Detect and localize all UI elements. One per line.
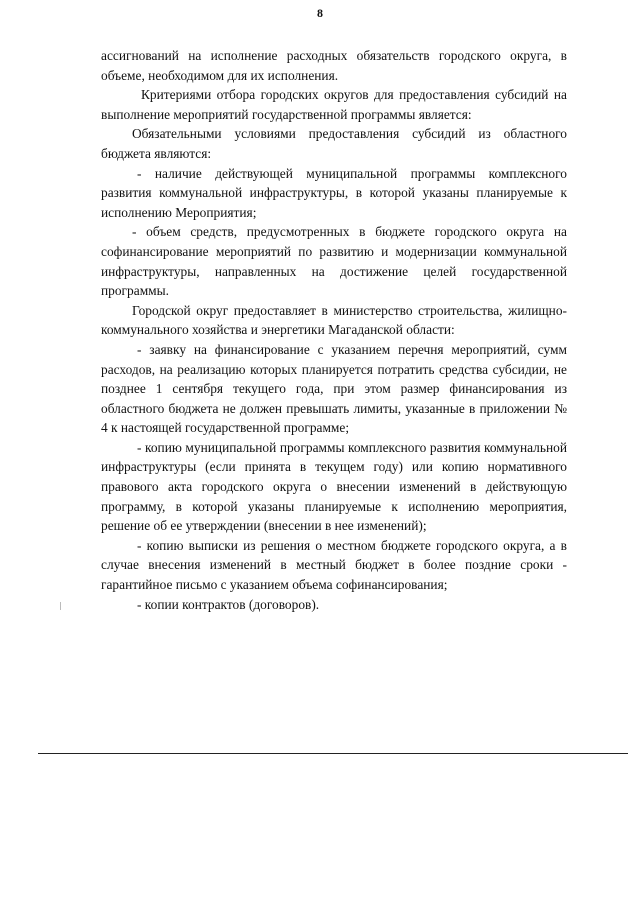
paragraph-selection-criteria: Критериями отбора городских округов для предоставления субсидий на выполнение мероприятий государственной программы является: <box>101 87 567 122</box>
list-item-budget-extract: - копию выписки из решения о местном бюджете городского округа, а в случае внесения изменений в местный бюджет в более поздние сроки - гарантийное письмо с указанием объема софинансирования; <box>101 537 567 593</box>
list-item-condition-program: - наличие действующей муниципальной программы комплексного развития коммунальной инфраструктуры, в которой указаны планируемые к исполнению Мероприятия; <box>101 165 567 220</box>
paragraph-mandatory-conditions: Обязательными условиями предоставления субсидий из областного бюджета являются: <box>101 126 567 161</box>
list-item-application: - заявку на финансирование с указанием перечня мероприятий, сумм расходов, на реализацию которых планируется потратить средства субсидии, не позднее 1 сентября текущего года, при этом размер финансирования из областного бюджета не должен превышать лимиты, указанные в приложении № 4 к настоящей государственной программе; <box>101 341 567 436</box>
scan-margin-mark <box>60 602 61 610</box>
list-item-program-copy: - копию муниципальной программы комплексного развития коммунальной инфраструктуры (если принята в текущем году) или копию нормативного правового акта городского округа о внесении изменений в действующую программу, в которой указаны планируемые к исполнению мероприятия, решение об ее утверждении (внесении в нее изменений); <box>101 439 567 534</box>
list-item-condition-funds: - объем средств, предусмотренных в бюджете городского округа на софинансирование мероприятий по развитию и модернизации коммунальной инфраструктуры, направленных на достижение целей государственной программы. <box>101 224 567 299</box>
paragraph-continuation: ассигнований на исполнение расходных обязательств городского округа, в объеме, необходимом для их исполнения. <box>101 48 567 83</box>
paragraph-district-provides: Городской округ предоставляет в министерство строительства, жилищно-коммунального хозяйства и энергетики Магаданской области: <box>101 302 567 338</box>
page-number: 8 <box>317 6 323 20</box>
page-divider-line <box>38 753 628 754</box>
list-item-contracts: - копии контрактов (договоров). <box>137 596 320 612</box>
document-body <box>101 46 567 614</box>
